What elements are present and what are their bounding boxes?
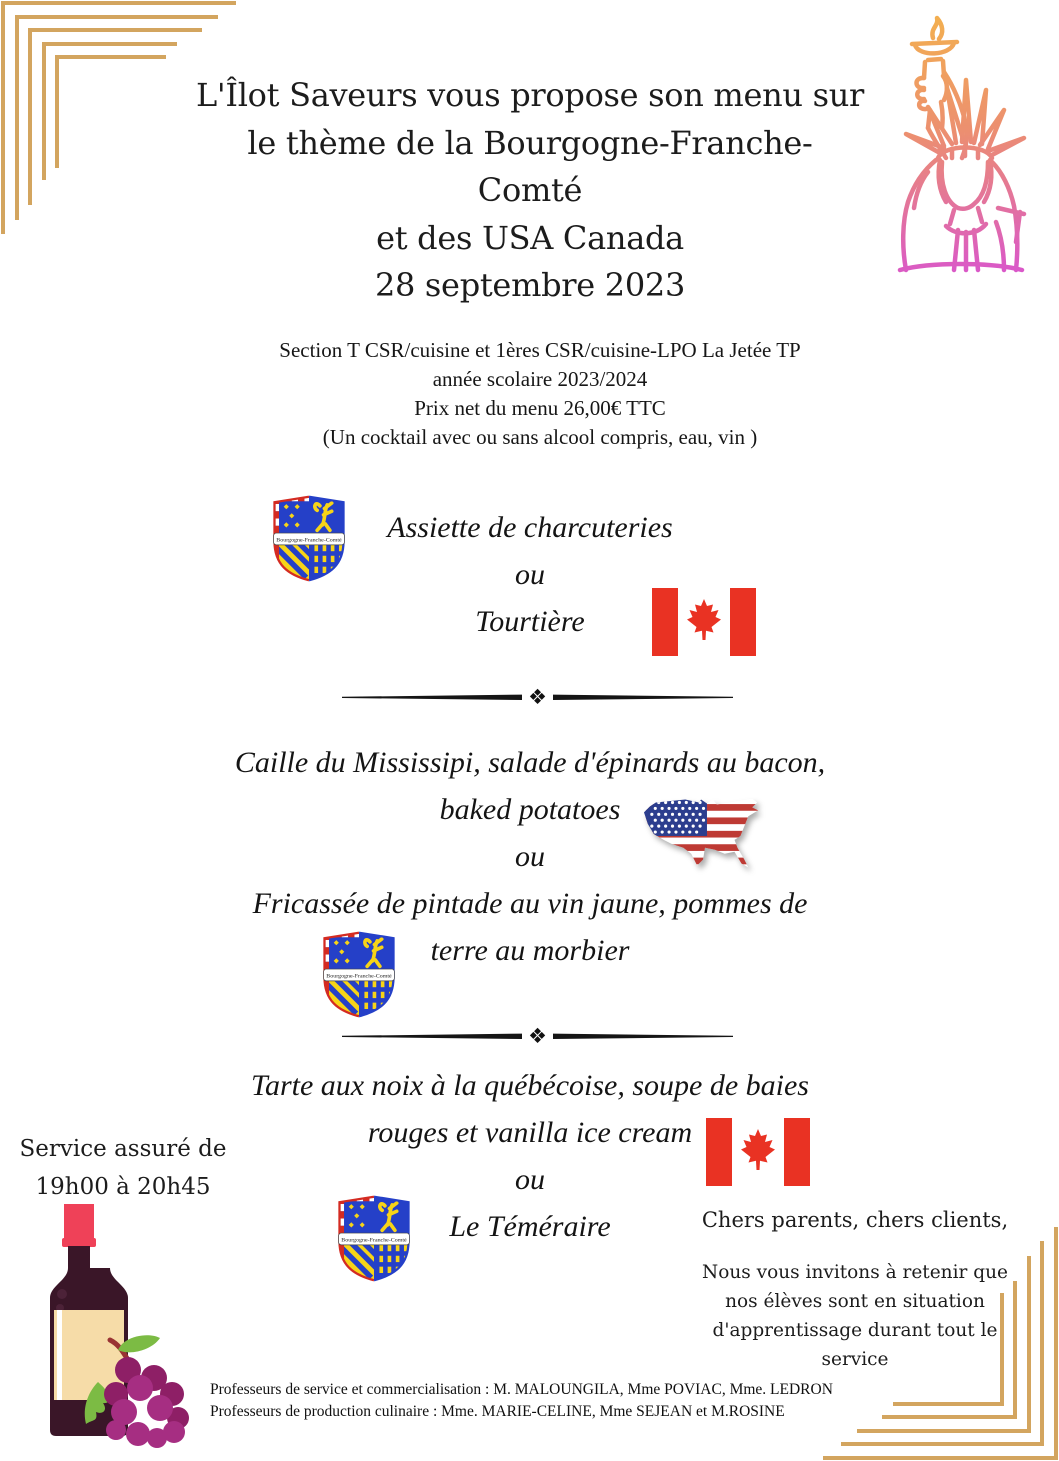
- or-separator: ou: [515, 1163, 545, 1196]
- subtitle-line: Section T CSR/cuisine et 1ères CSR/cuisine-LPO La Jetée TP: [279, 338, 801, 362]
- dish-name: terre au morbier: [430, 934, 630, 967]
- title-line: et des USA Canada: [376, 218, 684, 257]
- bourgogne-franche-comte-shield-icon: [318, 930, 400, 1019]
- dish-name: baked potatoes: [439, 793, 621, 826]
- parents-note-line: Nous vous invitons à retenir que: [702, 1262, 1008, 1283]
- diamond-ornament-icon: ❖: [528, 1024, 547, 1048]
- or-separator: ou: [515, 558, 545, 591]
- or-separator: ou: [515, 840, 545, 873]
- footer-line: Professeurs de service et commercialisation : M. MALOUNGILA, Mme POVIAC, Mme. LEDRON: [210, 1381, 833, 1398]
- page-title: [100, 72, 960, 310]
- bourgogne-franche-comte-shield-icon: [333, 1194, 415, 1283]
- footer-line: Professeurs de production culinaire : Mme. MARIE-CELINE, Mme SEJEAN et M.ROSINE: [210, 1403, 785, 1420]
- parents-note-line: service: [821, 1349, 889, 1370]
- course-starter: [105, 504, 955, 645]
- menu-subtitle: [110, 336, 970, 452]
- service-note-line: Service assuré de: [19, 1136, 227, 1162]
- dish-name: Tourtière: [475, 605, 585, 638]
- dish-name: Le Téméraire: [449, 1210, 611, 1243]
- title-line: 28 septembre 2023: [374, 266, 686, 304]
- parents-note-line: d'apprentissage durant tout le: [712, 1320, 998, 1341]
- section-divider: [330, 685, 745, 709]
- dish-name: rouges et vanilla ice cream: [367, 1116, 693, 1149]
- dish-name: Fricassée de pintade au vin jaune, pommes de: [252, 887, 808, 920]
- divider-line-left: [342, 693, 522, 702]
- title-line: Comté: [477, 171, 583, 209]
- service-note-line: 19h00 à 20h45: [35, 1174, 211, 1200]
- canada-flag-icon: [706, 1118, 810, 1186]
- wine-bottle-grapes-icon: [22, 1198, 190, 1448]
- divider-line-left: [342, 1032, 522, 1041]
- shield-banner-label: Bourgogne-Franche-Comté: [276, 537, 343, 544]
- title-line: L'Îlot Saveurs vous propose son menu sur: [195, 76, 865, 114]
- parents-note-body: [688, 1258, 1022, 1374]
- title-line: le thème de la Bourgogne-Franche-: [247, 123, 813, 162]
- service-hours-note: [18, 1130, 228, 1206]
- dish-name: Caille du Mississipi, salade d'épinards au bacon,: [234, 746, 826, 779]
- canada-flag-icon: [652, 588, 756, 656]
- dish-name: Tarte aux noix à la québécoise, soupe de baies: [251, 1069, 809, 1102]
- dish-name: Assiette de charcuteries: [387, 511, 673, 544]
- bourgogne-franche-comte-shield-icon: [268, 494, 350, 583]
- teachers-footer: [210, 1379, 833, 1423]
- usa-map-flag-icon: [642, 790, 768, 878]
- section-divider: [330, 1024, 745, 1048]
- subtitle-line: (Un cocktail avec ou sans alcool compris, eau, vin ): [322, 425, 758, 449]
- divider-line-right: [553, 1032, 733, 1041]
- subtitle-line: année scolaire 2023/2024: [432, 367, 648, 391]
- subtitle-line: Prix net du menu 26,00€ TTC: [414, 396, 666, 420]
- divider-line-right: [553, 693, 733, 702]
- parents-note-line: nos élèves sont en situation: [725, 1291, 985, 1312]
- diamond-ornament-icon: ❖: [528, 685, 547, 709]
- parents-note-heading: [690, 1208, 1020, 1232]
- course-main: [105, 739, 955, 974]
- parents-note-heading-text: Chers parents, chers clients,: [701, 1208, 1009, 1232]
